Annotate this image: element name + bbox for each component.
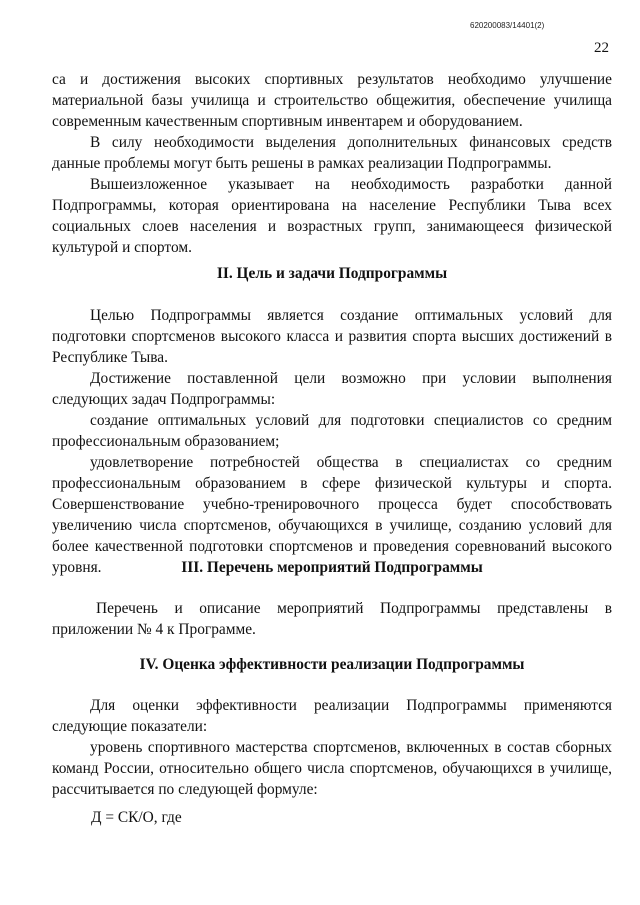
section-heading-goals: II. Цель и задачи Подпрограммы <box>216 265 448 282</box>
paragraph-task-1: создание оптимальных условий для подготовки специалистов со средним профессиональным образованием; <box>52 412 612 450</box>
paragraph-tasks-intro: Достижение поставленной цели возможно при условии выполнения следующих задач Подпрограммы: <box>52 370 612 408</box>
paragraph-task-2: удовлетворение потребностей общества в специалистах со средним профессиональным образованием в сфере физической культуры и спорта. Совершенствование учебно-тренировочного процесса будет способствовать увеличению числа спортсменов, обучающихся в училище, созданию условий для более качественной подготовки спортсменов и проведения соревнований высокого уровня. <box>52 454 612 576</box>
paragraph-activities: Перечень и описание мероприятий Подпрограммы представлены в приложении № 4 к Программе. <box>52 600 612 638</box>
section-heading-evaluation: IV. Оценка эффективности реализации Подпрограммы <box>139 656 525 673</box>
section-heading-activities: III. Перечень мероприятий Подпрограммы <box>181 559 483 576</box>
document-id: 620200083/14401(2) <box>470 21 545 30</box>
page-number: 22 <box>594 40 609 56</box>
paragraph-indicator-1: уровень спортивного мастерства спортсменов, включенных в состав сборных команд России, относительно общего числа спортсменов, обучающихся в училище, рассчитывается по следующей формуле: <box>52 739 612 798</box>
paragraph-rationale: Вышеизложенное указывает на необходимость разработки данной Подпрограммы, которая ориентирована на население Республики Тыва всех социальных слоев населения и возрастных групп, занимающееся физической культурой и спортом. <box>52 176 612 256</box>
formula: Д = СК/О, где <box>91 809 182 826</box>
paragraph-material-base: са и достижения высоких спортивных результатов необходимо улучшение материальной базы училища и строительство общежития, обеспечение училища современным качественным спортивным инвентарем и оборудованием. <box>52 71 612 130</box>
paragraph-indicators-intro: Для оценки эффективности реализации Подпрограммы применяются следующие показатели: <box>52 697 612 735</box>
paragraph-goal: Целью Подпрограммы является создание оптимальных условий для подготовки спортсменов высокого класса и развития спорта высших достижений в Республике Тыва. <box>52 307 612 366</box>
paragraph-funding: В силу необходимости выделения дополнительных финансовых средств данные проблемы могут быть решены в рамках реализации Подпрограммы. <box>52 134 612 172</box>
